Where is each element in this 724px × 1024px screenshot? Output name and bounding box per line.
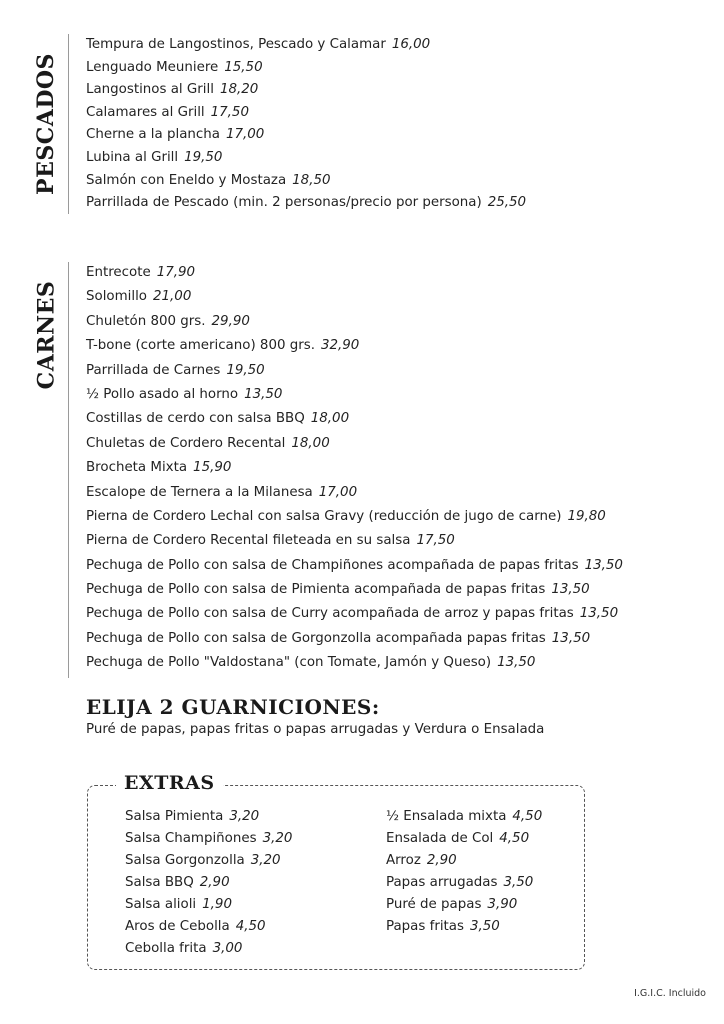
item-price: 4,50 [499,831,530,846]
menu-item [86,192,526,215]
menu-item [86,57,526,80]
item-name: Papas fritas [386,919,464,934]
item-name: Ensalada de Col [386,831,494,846]
item-name: Entrecote [86,265,151,280]
item-name: Aros de Cebolla [125,919,230,934]
menu-item [86,627,623,651]
carnes-list [86,261,623,676]
extra-item [386,850,542,872]
item-name: Costillas de cerdo con salsa BBQ [86,411,305,427]
menu-item [86,334,623,358]
pescados-title-text: PESCADOS [33,53,60,195]
extra-item [125,828,292,850]
item-price: 19,50 [226,362,265,378]
item-price: 16,00 [391,37,431,52]
guarniciones-text: Puré de papas, papas fritas o papas arrugadas y Verdura o Ensalada [86,722,545,737]
item-price: 13,50 [579,606,619,622]
menu-item [86,102,526,125]
item-price: 1,90 [202,897,232,912]
item-name: T-bone (corte americano) 800 grs. [86,338,315,354]
item-price: 18,00 [291,435,330,451]
item-price: 18,20 [219,82,259,98]
menu-item [86,651,623,675]
extra-item [125,938,292,960]
item-name: Pechuga de Pollo con salsa de Gorgonzolla acompañada papas fritas [86,630,546,646]
item-price: 3,20 [250,853,281,868]
item-name: Solomillo [86,289,148,305]
item-name: Lenguado Meuniere [86,59,219,75]
menu-item [86,578,623,602]
item-name: Salsa alioli [125,897,197,912]
pescados-divider [68,34,69,214]
item-name: Pechuga de Pollo con salsa de Curry acompañada de arroz y papas fritas [86,606,574,622]
item-name: Pechuga de Pollo con salsa de Pimienta acompañada de papas fritas [86,582,546,598]
menu-item [86,407,623,431]
item-price: 2,90 [199,875,230,890]
guarniciones-title: ELIJA 2 GUARNICIONES: [86,695,380,719]
carnes-divider [68,262,69,678]
menu-item [86,456,623,480]
item-name: Calamares al Grill [86,104,205,120]
extra-item [125,850,292,872]
item-name: Chuletón 800 grs. [86,313,206,329]
item-name: ½ Ensalada mixta [386,809,507,824]
carnes-title [26,260,66,410]
extra-item [125,806,292,828]
item-price: 29,90 [211,313,250,329]
item-price: 32,90 [320,338,360,354]
menu-item [86,285,623,309]
menu-item [86,261,623,285]
item-name: Parrillada de Pescado (min. 2 personas/precio por persona) [86,195,482,211]
menu-item [86,34,526,57]
menu-item [86,310,623,334]
item-name: Langostinos al Grill [86,82,214,98]
pescados-list [86,34,526,215]
item-name: Parrillada de Carnes [86,362,221,378]
item-name: Puré de papas [386,897,482,912]
item-price: 3,00 [212,941,243,956]
item-price: 4,50 [235,919,266,934]
menu-item [86,505,623,529]
item-price: 17,00 [225,127,265,143]
item-name: Cherne a la plancha [86,127,220,143]
igic-note: I.G.I.C. Incluido [634,988,706,999]
item-price: 18,00 [310,411,350,427]
extra-item [386,806,542,828]
item-price: 13,50 [244,386,283,402]
extra-item [125,894,292,916]
item-price: 13,50 [497,655,536,671]
extra-item [386,894,542,916]
item-name: Salsa Gorgonzolla [125,853,245,868]
item-price: 17,50 [416,533,455,549]
item-name: Salsa Champiñones [125,831,257,846]
item-name: Pechuga de Pollo "Valdostana" (con Tomate, Jamón y Queso) [86,655,492,671]
item-price: 13,50 [584,557,623,573]
item-price: 19,50 [184,149,223,165]
item-price: 17,50 [210,104,249,120]
extra-item [125,916,292,938]
item-name: Papas arrugadas [386,875,498,890]
item-name: ½ Pollo asado al horno [86,386,239,402]
menu-item [86,383,623,407]
item-name: Brocheta Mixta [86,460,188,476]
item-name: Lubina al Grill [86,149,179,165]
menu-item [86,529,623,553]
item-name: Salsa Pimienta [125,809,224,824]
menu-item [86,79,526,102]
item-price: 3,20 [229,809,260,824]
extras-right-list [386,806,542,938]
item-price: 3,50 [503,875,534,890]
menu-item [86,554,623,578]
pescados-title [26,34,66,214]
menu-item [86,481,623,505]
item-name: Chuletas de Cordero Recental [86,435,286,451]
carnes-title-text: CARNES [33,280,60,390]
item-price: 25,50 [487,195,527,211]
item-price: 13,50 [551,582,590,598]
extras-title: EXTRAS [116,772,223,794]
item-price: 3,20 [262,831,293,846]
menu-item [86,147,526,170]
item-price: 3,90 [487,897,518,912]
item-name: Pechuga de Pollo con salsa de Champiñones acompañada de papas fritas [86,557,579,573]
item-price: 18,50 [292,172,331,188]
extra-item [125,872,292,894]
item-price: 15,90 [193,460,232,476]
item-price: 17,00 [318,484,358,500]
item-name: Tempura de Langostinos, Pescado y Calamar [86,37,386,52]
item-price: 21,00 [153,289,192,305]
menu-item [86,170,526,193]
item-price: 17,90 [156,265,196,280]
item-name: Cebolla frita [125,941,207,956]
item-name: Salsa BBQ [125,875,194,890]
extra-item [386,916,542,938]
item-price: 19,80 [567,508,606,524]
menu-item [86,602,623,626]
extras-left-list [125,806,292,960]
item-name: Escalope de Ternera a la Milanesa [86,484,313,500]
menu-item [86,359,623,383]
item-price: 3,50 [470,919,500,934]
menu-item [86,432,623,456]
extra-item [386,872,542,894]
item-name: Arroz [386,853,421,868]
item-price: 2,90 [426,853,457,868]
item-price: 13,50 [551,630,591,646]
menu-item [86,124,526,147]
item-price: 4,50 [512,809,543,824]
item-name: Salmón con Eneldo y Mostaza [86,172,287,188]
extra-item [386,828,542,850]
item-name: Pierna de Cordero Recental fileteada en su salsa [86,533,411,549]
item-price: 15,50 [224,59,263,75]
item-name: Pierna de Cordero Lechal con salsa Gravy (reducción de jugo de carne) [86,508,562,524]
